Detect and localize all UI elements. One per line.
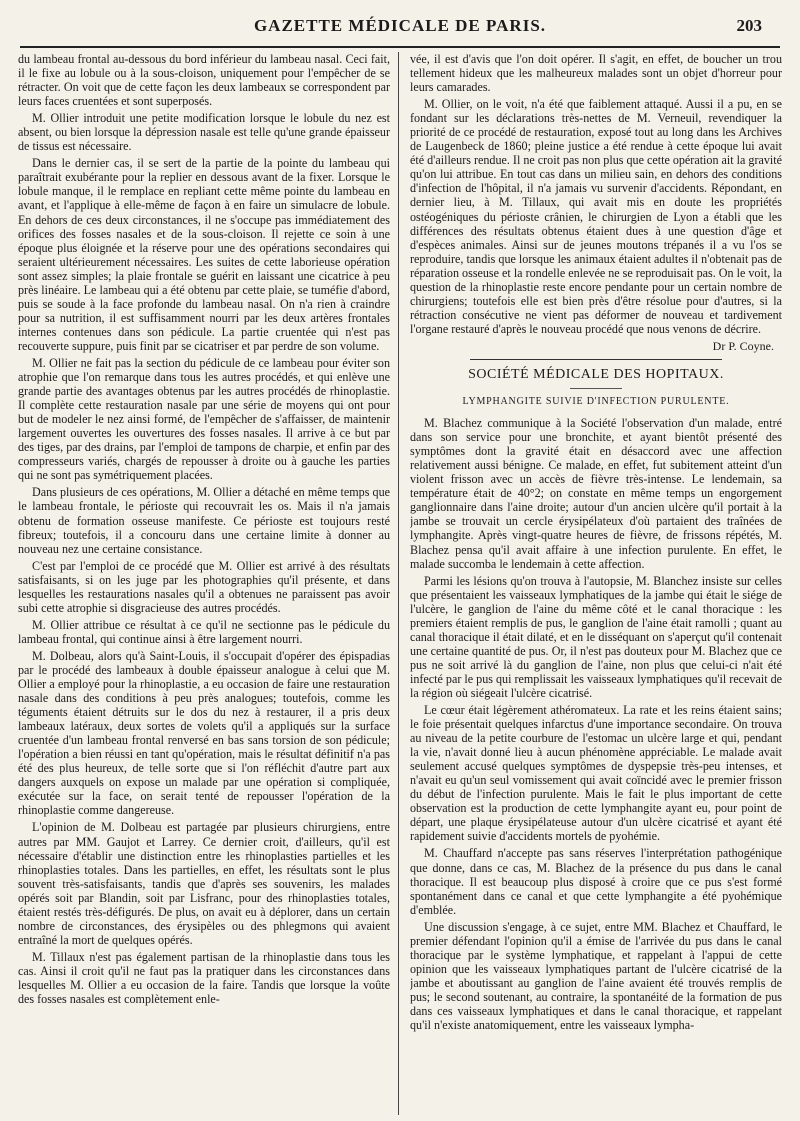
paragraph: M. Ollier attribue ce résultat à ce qu'il ne sectionne pas le pédicule du lambeau frontal, qui continue ainsi à être largement nourri.	[18, 617, 390, 646]
page-number: 203	[736, 16, 762, 35]
paragraph: M. Ollier, on le voit, n'a été que faiblement attaqué. Aussi il a pu, en se fondant sur les déclarations très-nettes de M. Verneuil, revendiquer la priorité de ce procédé de restauration, exposé tout au long dans les Archives de Laugenbeck de 1860; pleine justice a été rendue à cette époque lui avait été d'ailleurs rendue. Il ne croit pas non plus que cette opération ait la gravité qu'on lui attribue. En tout cas dans un milieu sain, en dehors des conditions d'infection de l'hôpital, il n'a jamais vu survenir d'accidents. Répondant, en dernier lieu, à M. Tillaux, qui avait mis en doute les propriétés ostéogéniques du périoste crânien, le chirurgien de Lyon a établi que les différences des résultats obtenus étaient dues à une question d'âge et d'espèces animales. Ainsi sur de jeunes moutons trépanés il a vu l'os se reproduire, tandis que lorsque les animaux étaient adultes il n'obtenait pas de réparation osseuse et la rondelle enlevée ne se reproduisait pas. On le voit, la question de la rhinoplastie reste encore pendante pour un certain nombre de chirurgiens; toutefois elle est bien près d'être résolue pour d'autres, si la rétraction consécutive ne vient pas déformer de nouveau et tardivement l'organe restauré d'après le nouveau procédé que nous venons de décrire.	[410, 97, 782, 336]
column-divider	[398, 52, 399, 1115]
paragraph: Une discussion s'engage, à ce sujet, entre MM. Blachez et Chauffard, le premier défendant l'opinion qu'il a émise de l'arrivée du pus dans le canal thoracique par le système lymphatique, et rappelant à l'appui de cette opinion que les vaisseaux lymphatiques partant de l'ulcère cicatrisé de la jambe et aboutissant au ganglion de l'aine avaient été trouvés remplis de pus; le second soutenant, au contraire, la spontanéité de la formation de pus dans ces vaisseaux lymphatiques et dans le canal thoracique, et rappelant qu'il n'existe anatomiquement, entre les vaisseaux lympha-	[410, 919, 782, 1033]
author-signature: Dr P. Coyne.	[712, 338, 774, 353]
paragraph: M. Ollier ne fait pas la section du pédicule de ce lambeau pour éviter son atrophie que l'on remarque dans tous les autres procédés, et qui enlève une grande partie des avantages obtenus par les autres procédés de rhinoplastie. Il complète cette restauration nasale par une série de moyens qui ont pour but de modeler le nez ainsi formé, de l'empêcher de s'affaisser, de maintenir largement ouvertes les ouvertures des fosses nasales. Il arrive à ce but par des tiges, par des drains, par l'emploi de tampons de charpie, et enfin par des compresseurs variés, chargés de repousser à droite ou à gauche les parties qui ne sont pas symétriquement placées.	[18, 355, 390, 483]
article-subtitle: LYMPHANGITE SUIVIE D'INFECTION PURULENTE.	[462, 396, 730, 408]
paragraph: M. Dolbeau, alors qu'à Saint-Louis, il s'occupait d'opérer des épispadias par le procédé des lambeaux à double épaisseur analogue à celui que M. Ollier a employé pour la rhinoplastie, a eu occasion de faire une restauration nasale dans des conditions à peu près analogues; toutefois, comme les téguments étaient détruits sur le dos du nez à restaurer, il a pris deux lambeaux latéraux, deux sortes de volets qu'il a appliqués sur la surface cruentée d'un lambeau frontal renversé en bas sans torsion de son pédicule; l'opération a bien réussi en tant qu'opération, mais le résultat définitif n'a pas été des plus heureux, de telle sorte que si l'on réfléchit d'autre part aux dangers auxquels on expose un malade par une opération si compliquée, exécutée sur la face, on serait tenté de repousser l'opération de la rhinoplastie comme dangereuse.	[18, 648, 390, 818]
paragraph: Le cœur était légèrement athéromateux. La rate et les reins étaient sains; le foie présentait quelques infarctus d'une importance secondaire. On trouva au niveau de la petite courbure de l'estomac un ulcère large et qui, pendant la vie, n'avait donné lieu à aucun phénomène appréciable. Le malade avait seulement accusé quelques symptômes de dyspepsie très-peu intenses, et n'avait eu qu'un seul vomissement qui avait coïncidé avec le premier frisson du début de l'infection purulente. Mais le fait le plus important de cette observation est la production de cette lymphangite ayant eu, pour point de départ, une plaque érysipélateuse autour d'un ulcère cicatrisé et ayant été rapidement suivie d'accidents mortels de pyohémie.	[410, 703, 782, 844]
right-column	[410, 52, 782, 1115]
paragraph: Dans le dernier cas, il se sert de la partie de la pointe du lambeau qui paraîtrait exubérante pour la replier en dessous avant de la fixer. Lorsque le lobule manque, il le remplace en repliant cette même pointe du lambeau en avant, et l'applique à elle-même de façon à en faire un simulacre de lobule. En dehors de ces deux circonstances, il ne s'occupe pas immédiatement des orifices des fosses nasales et de la sous-cloison. Il rejette ce soin à une époque plus éloignée et la réserve pour une des opérations secondaires qui seraient ultérieurement nécessaires. Les suites de cette laborieuse opération sont assez simples; la plaie frontale se guérit en laissant une cicatrice à peu près linéaire. Le lambeau qui a été obtenu par cette plaie, se tuméfie d'abord, puis se soude à la face profonde du lambeau nasal. On n'a rien à craindre pour sa nutrition, il est suffisamment nourri par les deux artères frontales internes contenues dans son pédicule. La partie cruentée qui n'est pas recouverte suppure, puis finit par se cicatriser et par perdre de son volume.	[18, 156, 390, 353]
title-divider	[570, 388, 622, 389]
paragraph: C'est par l'emploi de ce procédé que M. Ollier est arrivé à des résultats satisfaisants, si on les juge par les photographies qu'il présente, et dans lesquelles les restaurations nasales qu'il a obtenues ne paraissent pas avoir subi cette atrophie si disgracieuse des autres procédés.	[18, 558, 390, 615]
header-rule	[20, 46, 780, 48]
section-title: SOCIÉTÉ MÉDICALE DES HOPITAUX.	[468, 366, 724, 382]
paragraph: vée, il est d'avis que l'on doit opérer. Il s'agit, en effet, de boucher un trou tellement hideux que les malheureux malades sont un objet d'horreur pour leurs camarades.	[410, 52, 782, 95]
paragraph: Dans plusieurs de ces opérations, M. Ollier a détaché en même temps que le lambeau frontale, le périoste qui recouvrait les os. Mais il n'a jamais obtenu de formation osseuse manifeste. Ce périoste est toujours resté fibreux; toutefois, il a concouru dans une certaine limite à donner au nouveau nez une certaine consistance.	[18, 485, 390, 556]
paragraph: M. Blachez communique à la Société l'observation d'un malade, entré dans son service pour une bronchite, et ayant bientôt présenté des symptômes dont la gravité était en désaccord avec une affection relativement aussi bénigne. Ce malade, en effet, fut subitement atteint d'un violent frisson avec un accès de fièvre très-intense. Le lendemain, sa température était de 40°2; on constate en même temps un engorgement ganglionnaire dans l'aine droite; autour d'un ancien ulcère qu'il portait à la jambe se trouvait un cercle érysipélateux d'où partaient des traînées de lymphangite. Après vingt-quatre heures de fièvre, de frissons répétés, M. Blachez pensa qu'il avait affaire à une infection purulente. En effet, le malade succomba le lendemain à cette affection.	[410, 416, 782, 571]
page-header	[20, 12, 780, 46]
article-continuation	[410, 52, 782, 336]
section-divider	[470, 359, 722, 360]
journal-title: GAZETTE MÉDICALE DE PARIS.	[253, 16, 547, 35]
paragraph: du lambeau frontal au-dessous du bord inférieur du lambeau nasal. Ceci fait, il le fixe au lobule ou à la sous-cloison, uniquement pour l'empêcher de se rétracter. On voit que de cette façon les deux lambeaux se correspondent par leurs faces cruentées et sont superposés.	[18, 52, 390, 109]
left-column	[18, 52, 390, 1115]
society-report	[410, 416, 782, 1032]
paragraph: Parmi les lésions qu'on trouva à l'autopsie, M. Blanchez insiste sur celles que présentaient les vaisseaux lymphatiques de la jambe qui était le siége de l'ulcère, le ganglion de l'aine du même côté et le canal thoracique : les premiers étaient remplis de pus, le ganglion de l'aine était ramolli ; quant au canal thoracique il était dilaté, et en le disséquant on s'aperçut qu'il contenait une certaine quantité de pus. Or, il n'est pas douteux pour M. Blachez que ce pus ne soit arrivé là du ganglion de l'aine, non plus que celui-ci n'ait été infecté par le pus qui remplissait les vaisseaux lymphatiques qu'il recevait de la région où siégeait l'ulcère cicatrisé.	[410, 573, 782, 700]
paragraph: M. Chauffard n'accepte pas sans réserves l'interprétation pathogénique que donne, dans ce cas, M. Blachez de la présence du pus dans le canal thoracique. Il est beaucoup plus disposé à croire que ce pus s'est formé spontanément dans ce canal et que cette lymphangite a été pyohémique d'emblée.	[410, 846, 782, 917]
paragraph: L'opinion de M. Dolbeau est partagée par plusieurs chirurgiens, entre autres par MM. Gaujot et Larrey. Ce dernier croit, d'ailleurs, qu'il est nécessaire d'établir une distinction entre les rhinoplasties partielles et les rhinoplasties totales. Dans les partielles, en effet, les résultats sont le plus souvent très-satisfaisants, tandis que d'après ses souvenirs, les malades opérés soit par Blandin, soit par Lisfranc, pour des rhinoplasties totales, étaient restés très-défigurés. De plus, on avait eu à déplorer, dans un certain nombre de circonstances, des érysipèles ou des phlegmons qui avaient entraîné la mort de quelques opérés.	[18, 820, 390, 947]
paragraph: M. Ollier introduit une petite modification lorsque le lobule du nez est absent, ou bien lorsque la dépression nasale est telle qu'une grande épaisseur de tissus est nécessaire.	[18, 111, 390, 154]
paragraph: M. Tillaux n'est pas également partisan de la rhinoplastie dans tous les cas. Ainsi il croit qu'il ne faut pas la pratiquer dans les circonstances dans lesquelles M. Ollier a eu occasion de la faire. Tandis que lorsque la voûte des fosses nasales est complètement enle-	[18, 949, 390, 1007]
